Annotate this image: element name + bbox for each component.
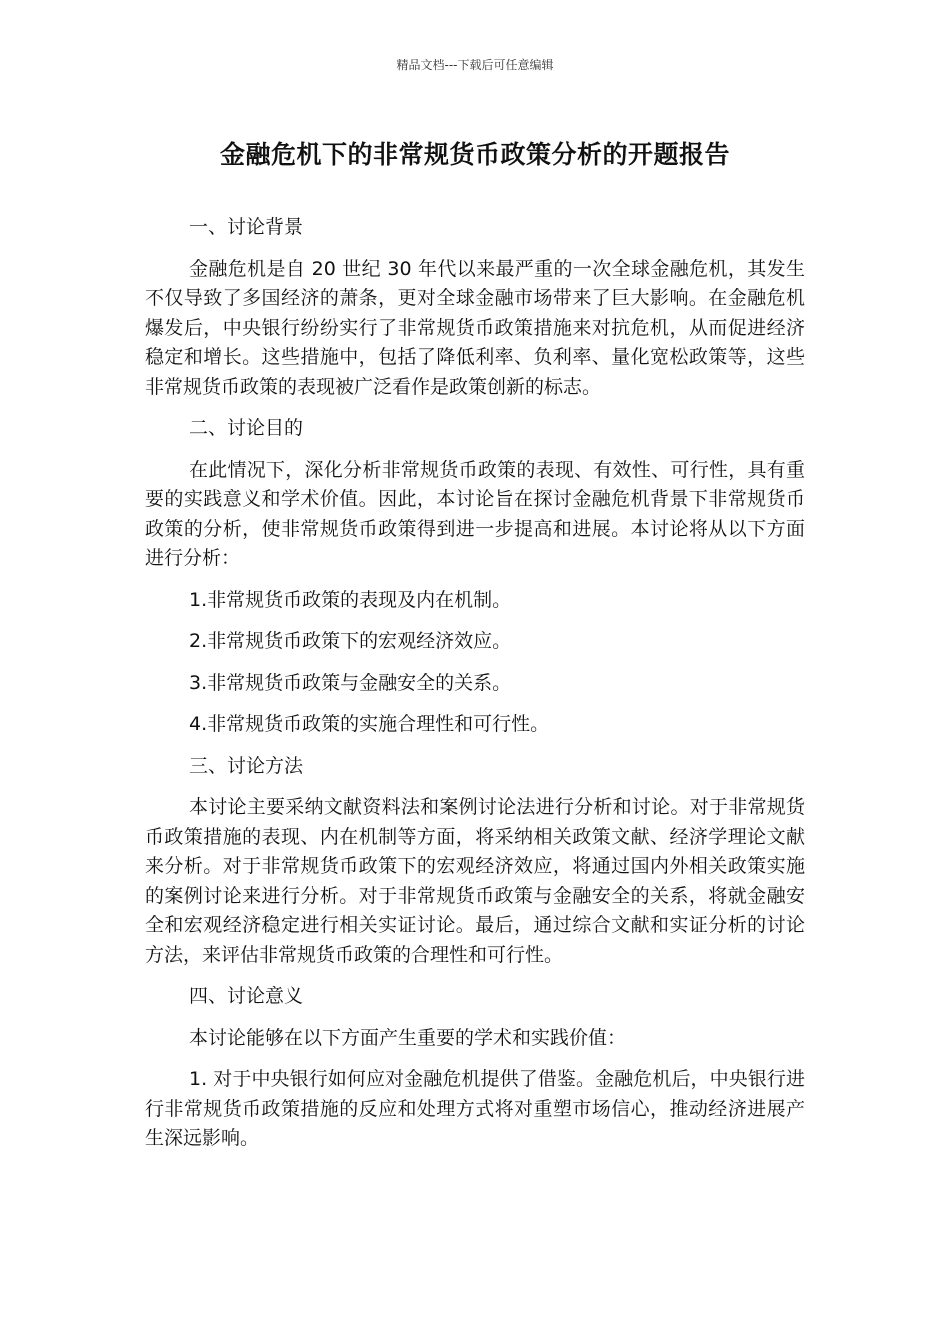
- section-heading-purpose: 二、讨论目的: [189, 417, 304, 439]
- document-title: 金融危机下的非常规货币政策分析的开题报告: [219, 140, 730, 169]
- section-heading-method: 三、讨论方法: [189, 754, 304, 777]
- document-body: [145, 213, 805, 1154]
- section-heading-background: 一、讨论背景: [189, 216, 304, 238]
- paragraph-significance-intro: 本讨论能够在以下方面产生重要的学术和实践价值：: [189, 1026, 627, 1049]
- list-item: 1.非常规货币政策的表现及内在机制。: [189, 588, 512, 611]
- paragraph-significance-point-1: 1. 对于中央银行如何应对金融危机提供了借鉴。金融危机后，中央银行进行非常规货币政策措施的反应和处理方式将对重塑市场信心，推动经济进展产生深远影响。: [145, 1068, 805, 1149]
- paragraph-purpose: 在此情况下，深化分析非常规货币政策的表现、有效性、可行性，具有重要的实践意义和学术价值。因此，本讨论旨在探讨金融危机背景下非常规货币政策的分析，使非常规货币政策得到进一步提高和进展。本讨论将从以下方面进行分析：: [145, 458, 805, 569]
- list-item: 4.非常规货币政策的实施合理性和可行性。: [189, 713, 550, 735]
- list-item: 2.非常规货币政策下的宏观经济效应。: [189, 630, 512, 652]
- page-header: 精品文档---下载后可任意编辑: [396, 58, 554, 72]
- list-item: 3.非常规货币政策与金融安全的关系。: [189, 671, 512, 694]
- paragraph-background: 金融危机是自 20 世纪 30 年代以来最严重的一次全球金融危机，其发生不仅导致了多国经济的萧条，更对全球金融市场带来了巨大影响。在金融危机爆发后，中央银行纷纷实行了非常规货币政策措施来对抗危机，从而促进经济稳定和增长。这些措施中，包括了降低利率、负利率、量化宽松政策等，这些非常规货币政策的表现被广泛看作是政策创新的标志。: [145, 257, 805, 398]
- paragraph-method: 本讨论主要采纳文献资料法和案例讨论法进行分析和讨论。对于非常规货币政策措施的表现、内在机制等方面，将采纳相关政策文献、经济学理论文献来分析。对于非常规货币政策下的宏观经济效应，将通过国内外相关政策实施的案例讨论来进行分析。对于非常规货币政策与金融安全的关系，将就金融安全和宏观经济稳定进行相关实证讨论。最后，通过综合文献和实证分析的讨论方法，来评估非常规货币政策的合理性和可行性。: [145, 796, 805, 966]
- section-heading-significance: 四、讨论意义: [189, 985, 304, 1007]
